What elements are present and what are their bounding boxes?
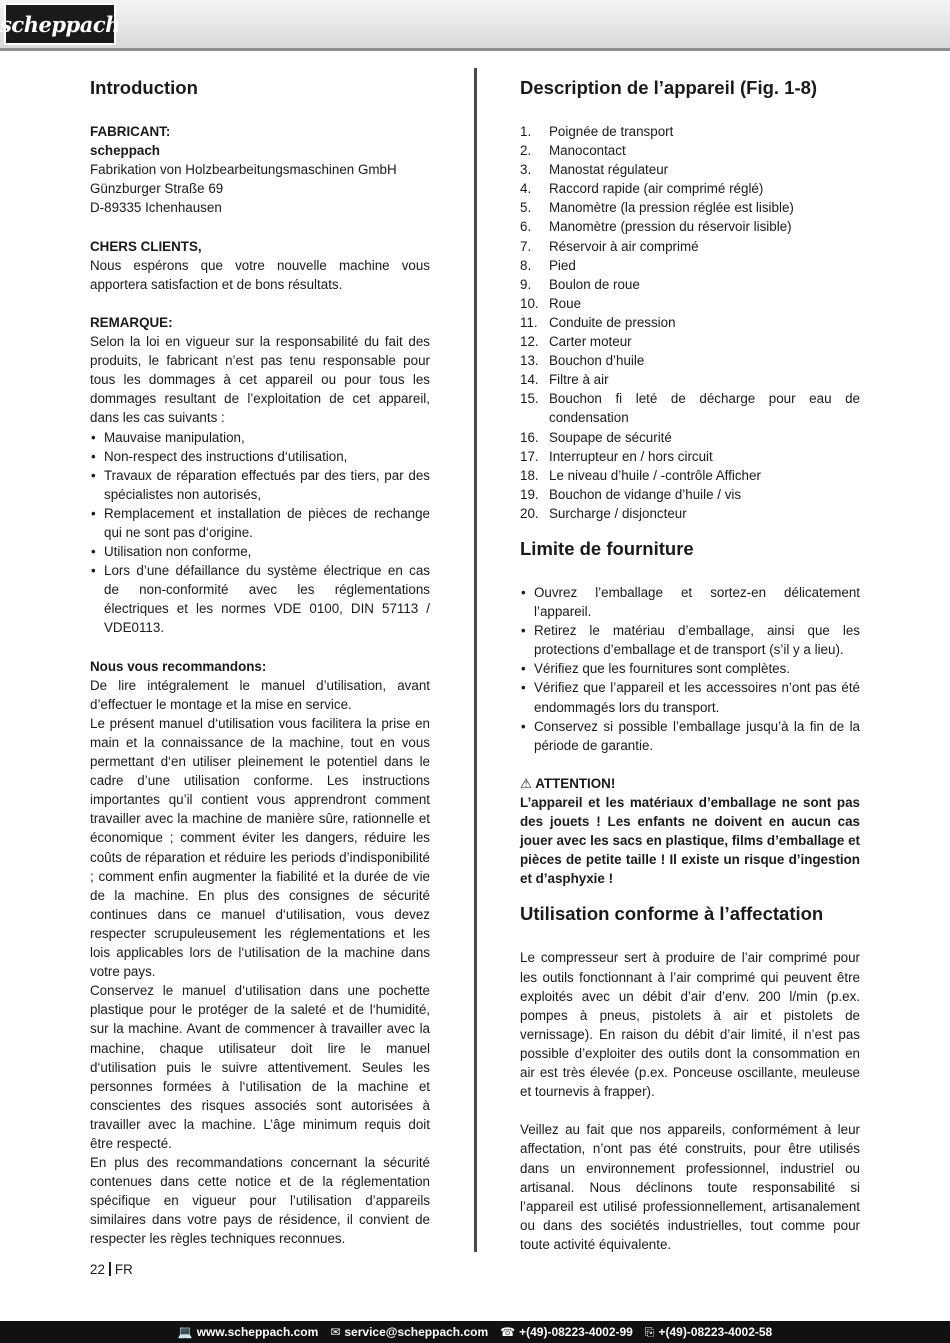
list-item: 18. Le niveau d’huile / -contrôle Afficher (520, 467, 761, 483)
list-item: 10. Roue (520, 295, 582, 311)
manufacturer-line: D-89335 Ichenhausen (90, 200, 222, 216)
list-item: 20. Surcharge / disjoncteur (520, 505, 687, 521)
remark-text: Selon la loi en vigueur sur la responsabilité du fait des produits, le fabricant n’est pas tenu responsable pour tous les dommages à cet appareil ou pour tous les dommages resultant de l’exploitation de cet appareil, dans les cas suivants : (90, 334, 430, 426)
fax-icon: ⎘ (644, 1324, 655, 1339)
list-item: 4. Raccord rapide (air comprimé réglé) (520, 181, 764, 197)
list-item: 6. Manomètre (pression du réservoir lisible) (520, 219, 792, 235)
footer-web[interactable]: 💻 www.scheppach.com (177, 1325, 319, 1339)
recommend-paragraph: En plus des recommandations concernant la sécurité contenues dans cette notice et de la réglementation spécifique en vigueur pour l’utilisation d’appareils similaires dans votre pays de résidence, il convient de respecter les règles techniques reconnues. (90, 1155, 430, 1247)
list-item: 8. Pied (520, 257, 576, 273)
list-item: 16. Soupape de sécurité (520, 429, 672, 445)
description-heading: Description de l’appareil (Fig. 1-8) (520, 77, 818, 98)
remark-label: REMARQUE: (90, 314, 173, 330)
list-item: 15. Bouchon fi leté de décharge pour eau de condensation (520, 391, 860, 426)
usage-heading: Utilisation conforme à l’affectation (520, 903, 824, 925)
header-bar (0, 0, 950, 51)
list-item: 12. Carter moteur (520, 334, 632, 350)
page-number (90, 1262, 133, 1277)
list-item: 1. Poignée de transport (520, 124, 674, 139)
envelope-icon: ✉ (330, 1325, 341, 1339)
supply-heading: Limite de fourniture (520, 537, 694, 559)
list-item: • Vérifiez que les fournitures sont complètes. (520, 659, 860, 678)
manufacturer-label: FABRICANT: (90, 124, 171, 139)
footer-mail[interactable]: ✉ service@scheppach.com (330, 1325, 489, 1339)
page-number-value: 22 (90, 1262, 105, 1277)
manufacturer-line: Fabrikation von Holzbearbeitungsmaschinen GmbH (90, 162, 397, 178)
remark-bullet-list (90, 428, 430, 638)
column-divider (474, 68, 477, 1252)
list-item: • Lors d’une défaillance du système électrique en cas de non-conformité avec les réglementations électriques et les normes VDE 0100, DIN 57113 / VDE0113. (90, 561, 430, 637)
introduction-heading: Introduction (90, 77, 198, 98)
list-item: 5. Manomètre (la pression réglée est lisible) (520, 200, 794, 216)
footer-bar (0, 1321, 950, 1343)
phone-icon: ☎ (500, 1325, 516, 1339)
usage-paragraph: Veillez au fait que nos appareils, conformément à leur affectation, n’ont pas été construits, pour être utilisés dans un environnement professionnel, industriel ou artisanal. Nous déclinons toute responsabilité si l’appareil est utilisé professionnellement, artisanalement ou dans des sociétés industrielles, tout comme pour toute activité équivalente. (520, 1122, 860, 1252)
list-item: 3. Manostat régulateur (520, 162, 669, 178)
list-item: • Vérifiez que l’appareil et les accessoires n’ont pas été endommagés lors du transport. (520, 678, 860, 716)
supply-bullet-list (520, 583, 860, 755)
recommend-paragraph: Conservez le manuel d‘utilisation dans une pochette plastique pour le protéger de la saleté et de l‘humidité, sur la machine. Avant de commencer à travailler avec la machine, chaque utilisateur doit lire le manuel d‘utilisation puis le suivre attentivement. Seules les personnes formées à l‘utilisation de la machine et conscientes des risques associés sont autorisées à travailler avec la machine. L’âge minimum requis doit être respecté. (90, 983, 430, 1151)
list-item: 14. Filtre à air (520, 372, 609, 388)
list-item: 13. Bouchon d’huile (520, 353, 645, 369)
recommend-paragraph: De lire intégralement le manuel d’utilisation, avant d’effectuer le montage et la mise en service. (90, 677, 430, 712)
list-item: 11. Conduite de pression (520, 314, 676, 330)
list-item: 2. Manocontact (520, 143, 626, 159)
list-item: • Non-respect des instructions d‘utilisation, (90, 447, 430, 466)
page-separator (109, 1262, 111, 1276)
computer-icon: 💻 (177, 1325, 193, 1339)
parts-list (520, 122, 860, 523)
list-item: • Ouvrez l’emballage et sortez-en délicatement l’appareil. (520, 583, 860, 621)
manufacturer-name: scheppach (90, 143, 160, 159)
usage-paragraph: Le compresseur sert à produire de l’air comprimé pour les outils fonctionnant à l’air comprimé qui peuvent être exploités avec un débit d’air d’env. 200 l/min (p.ex. pompes à pneus, pistolets à air et pistolets de vernissage). En raison du débit d’air limité, il n’est pas possible d’exploiter des outils dont la consommation en air est très élevée (p.ex. Ponceuse oscillante, meuleuse et tournevis à frapper). (520, 950, 860, 1100)
list-item: 9. Boulon de roue (520, 276, 640, 292)
list-item: • Travaux de réparation effectués par des tiers, par des spécialistes non autorisés, (90, 466, 430, 504)
left-column (90, 76, 430, 1249)
clients-text: Nous espérons que votre nouvelle machine vous apportera satisfaction et de bons résultats. (90, 257, 430, 292)
page-language: FR (114, 1262, 133, 1277)
right-column (520, 76, 860, 1254)
list-item: • Retirez le matériau d’emballage, ainsi que les protections d’emballage et de transport (s’il y a lieu). (520, 621, 860, 659)
list-item: 19. Bouchon de vidange d’huile / vis (520, 486, 742, 502)
list-item: • Mauvaise manipulation, (90, 428, 430, 447)
recommend-label: Nous vous recommandons: (90, 658, 267, 674)
clients-label: CHERS CLIENTS, (90, 238, 202, 254)
footer-fax: ⎘ +(49)-08223-4002-58 (644, 1324, 773, 1339)
manufacturer-line: Günzburger Straße 69 (90, 181, 224, 197)
list-item: 7. Réservoir à air comprimé (520, 238, 699, 254)
list-item: • Remplacement et installation de pièces de rechange qui ne sont pas d‘origine. (90, 504, 430, 542)
scheppach-logo: scheppach (4, 3, 116, 45)
list-item: • Utilisation non conforme, (90, 542, 430, 561)
warning-text: L’appareil et les matériaux d’emballage ne sont pas des jouets ! Les enfants ne doivent en aucun cas jouer avec les sacs en plastique, films d’emballage et pièces de petite taille ! Il existe un risque d’ingestion et d’asphyxie ! (520, 795, 860, 887)
list-item: 17. Interrupteur en / hors circuit (520, 448, 713, 464)
footer-phone: ☎ +(49)-08223-4002-99 (500, 1325, 633, 1339)
list-item: • Conservez si possible l’emballage jusqu’à la fin de la période de garantie. (520, 717, 860, 755)
recommend-paragraph: Le présent manuel d‘utilisation vous facilitera la prise en main et la connaissance de la machine, tout en vous permettant d‘en utiliser pleinement le potentiel dans le cadre d’une utilisation conforme. Les instructions importantes qu’il contient vous apprendront comment travailler avec la machine de manière sûre, rationnelle et économique ; comment éviter les dangers, réduire les coûts de réparation et réduire les periods d’indisponibilité ; comment enfin augmenter la fiabilité et la durée de vie de la machine. En plus des consignes de sécurité continues dans ce manuel d‘utilisation, vous devez respecter scrupuleusement les réglementations et les lois applicables lors de l‘utilisation de la machine dans votre pays. (90, 715, 430, 980)
warning-label: ⚠ ATTENTION! (520, 775, 616, 791)
